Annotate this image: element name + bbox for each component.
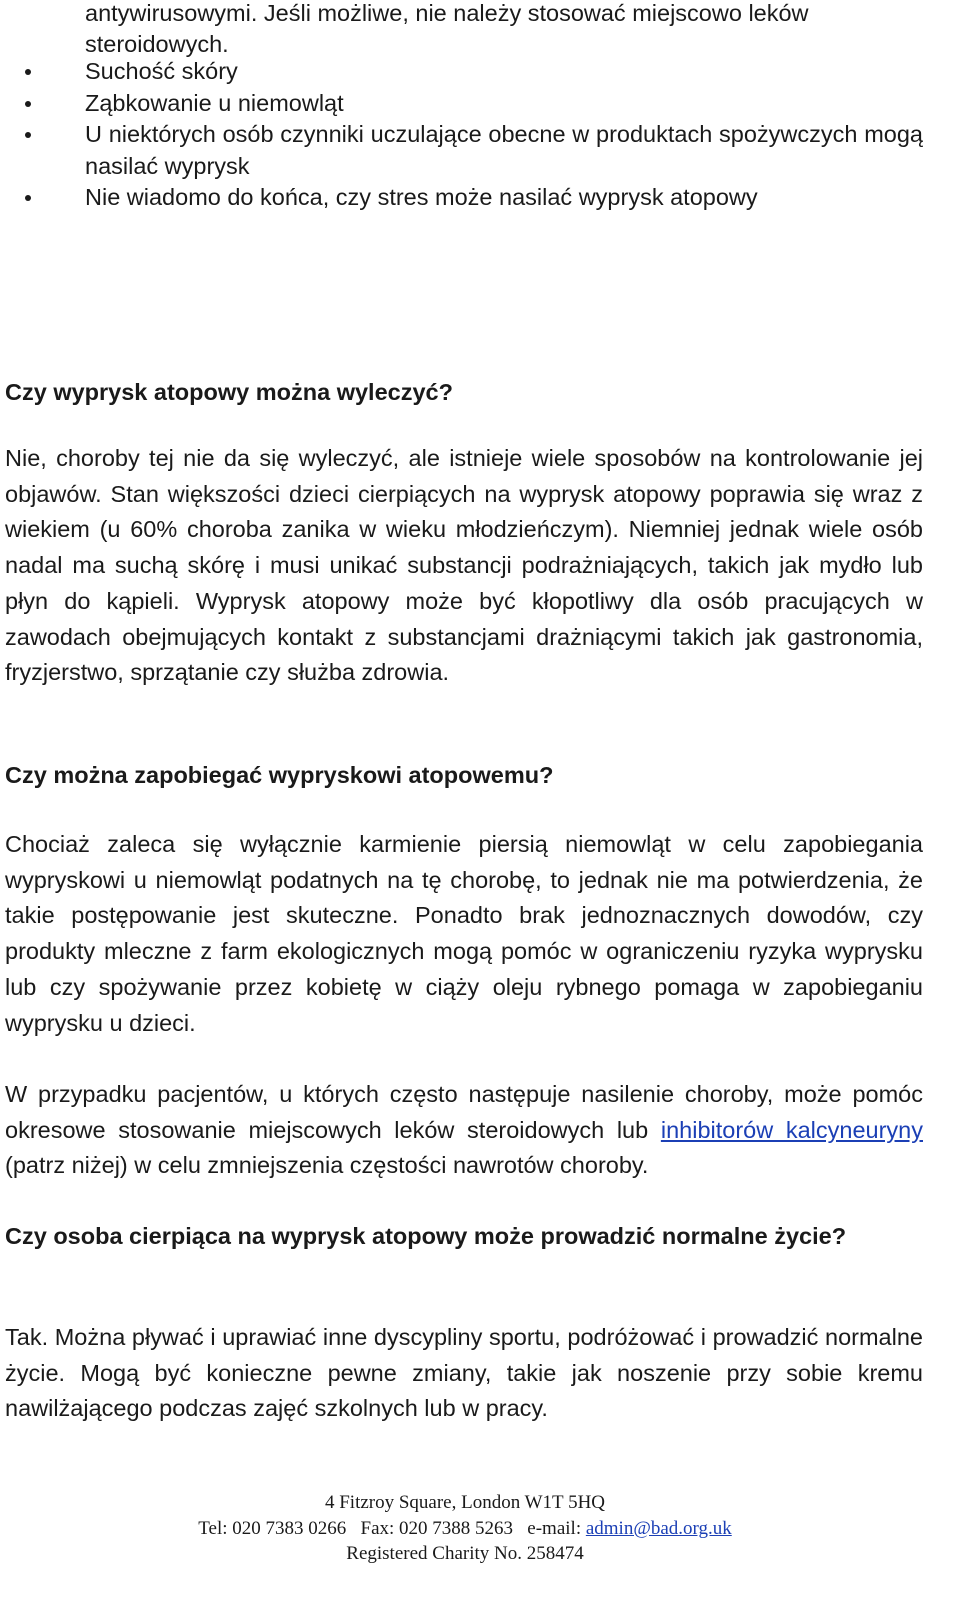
list-item-text: Ząbkowanie u niemowląt: [85, 89, 344, 116]
paragraph-flare-treatment: [5, 1077, 923, 1184]
paragraph-text: W przypadku pacjentów, u których często następuje nasilenie choroby, może pomóc okresowe stosowanie miejscowych leków steroidowych lub: [5, 1081, 923, 1143]
bullet-icon: [25, 195, 31, 201]
bullet-icon: [25, 132, 31, 138]
list-item: [5, 119, 923, 182]
section-heading-normal-life: Czy osoba cierpiąca na wyprysk atopowy może prowadzić normalne życie?: [5, 1223, 847, 1249]
bullet-icon: [25, 69, 31, 75]
bullet-list: [5, 56, 923, 214]
continuation-line-2: steroidowych.: [85, 31, 229, 57]
list-item-text: U niektórych osób czynniki uczulające obecne w produktach spożywczych mogą nasilać wyprysk: [85, 121, 923, 179]
footer-charity-number: Registered Charity No. 258474: [346, 1543, 584, 1564]
list-item: [5, 182, 923, 214]
section-heading-prevention: Czy można zapobiegać wypryskowi atopowemu?: [5, 762, 554, 788]
email-link[interactable]: admin@bad.org.uk: [585, 1517, 732, 1539]
list-item: [5, 56, 923, 88]
paragraph-cure: Nie, choroby tej nie da się wyleczyć, ale istnieje wiele sposobów na kontrolowanie jej objawów. Stan większości dzieci cierpiących na wyprysk atopowy poprawia się wraz z wiekiem (u 60% choroba zanika w wieku młodzieńczym). Niemniej jednak wiele osób nadal ma suchą skórę i musi unikać substancji podrażniających, takich jak mydło lub płyn do kąpieli. Wyprysk atopowy może być kłopotliwy dla osób pracujących w zawodach obejmujących kontakt z substancjami drażniącymi takich jak gastronomia, fryzjerstwo, sprzątanie czy służba zdrowia.: [5, 445, 923, 686]
bullet-icon: [25, 101, 31, 107]
footer-contact: [0, 1516, 930, 1542]
footer-address: 4 Fitzroy Square, London W1T 5HQ: [324, 1492, 606, 1513]
list-item: [5, 88, 923, 120]
footer-contact-numbers: Tel: 020 7383 0266 Fax: 020 7388 5263 e-mail:: [198, 1517, 586, 1539]
paragraph-text: (patrz niżej) w celu zmniejszenia częstości nawrotów choroby.: [5, 1152, 649, 1179]
paragraph-normal-life: Tak. Można pływać i uprawiać inne dyscypliny sportu, podróżować i prowadzić normalne życie. Mogą być konieczne pewne zmiany, takie jak noszenie przy sobie kremu nawilżającego podczas zajęć szkolnych lub w pracy.: [5, 1324, 923, 1422]
list-item-text: Suchość skóry: [85, 58, 238, 84]
paragraph-prevention: Chociaż zaleca się wyłącznie karmienie piersią niemowląt w celu zapobiegania wypryskowi u niemowląt podatnych na tę chorobę, to jednak nie ma potwierdzenia, że takie postępowanie jest skuteczne. Ponadto brak jednoznacznych dowodów, czy produkty mleczne z farm ekologicznych mogą pomóc w ograniczeniu ryzyka wyprysku lub czy spożywanie przez kobietę w ciąży oleju rybnego pomaga w zapobieganiu wyprysku u dzieci.: [5, 831, 923, 1036]
page-footer: [0, 1490, 930, 1567]
section-heading-cure: Czy wyprysk atopowy można wyleczyć?: [5, 379, 453, 405]
continuation-line-1: antywirusowymi. Jeśli możliwe, nie należy stosować miejscowo leków: [85, 0, 809, 26]
list-item-text: Nie wiadomo do końca, czy stres może nasilać wyprysk atopowy: [85, 184, 758, 210]
calcineurin-inhibitors-link[interactable]: inhibitorów kalcyneuryny: [660, 1116, 923, 1143]
